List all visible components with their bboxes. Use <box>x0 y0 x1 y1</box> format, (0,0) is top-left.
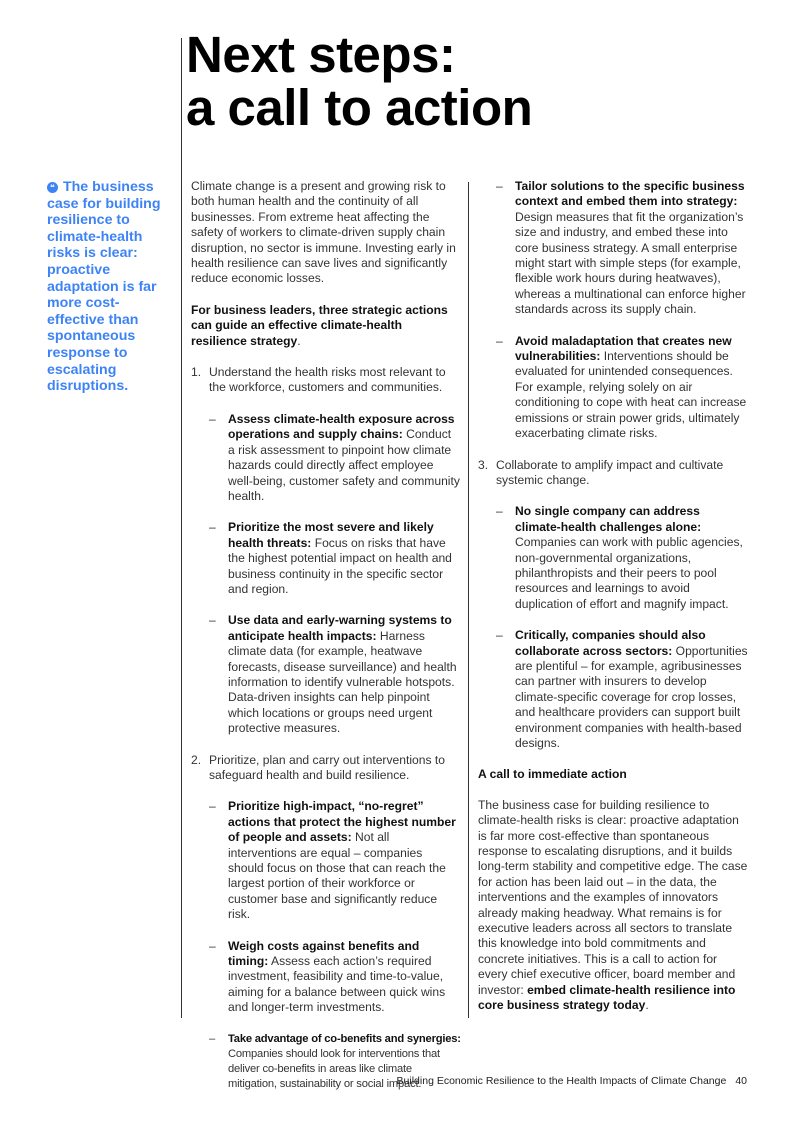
closing-paragraph <box>478 798 748 1014</box>
item-number: 3. <box>478 457 489 472</box>
dash-bullet: – <box>209 520 216 535</box>
dash-bullet: – <box>496 628 503 643</box>
intro-paragraph: Climate change is a present and growing risk to both human health and the continuity of all businesses. From extreme heat affecting the safety of workers to climate-driven supply chain disruption, no sector is immune. Investing early in health resilience can save lives and significantly reduce economic losses. <box>191 179 456 286</box>
sub-item-text: Companies should look for interventions that deliver co-benefits in areas like climate mitigation, sustainability or social impact. <box>228 1047 440 1090</box>
sub-item <box>191 520 461 597</box>
sub-item-text: Conduct a risk assessment to pinpoint how climate hazards could directly affect employee well-being, customer safety and community health. <box>228 427 460 503</box>
sub-item <box>191 939 461 1016</box>
footer-title: Building Economic Resilience to the Health Impacts of Climate Change <box>396 1075 727 1087</box>
sub-item-bold: Prioritize the most severe and likely health threats: <box>228 520 434 550</box>
lead-end: . <box>297 333 301 348</box>
lead-bold: For business leaders, three strategic actions can guide an effective climate-health resilience strategy <box>191 302 448 348</box>
sub-item-bold: Use data and early-warning systems to anticipate health impacts: <box>228 613 452 643</box>
sub-item-text: Not all interventions are equal – companies should focus on those that can reach the largest portion of their workforce or customer base and significantly reduce risk. <box>228 830 446 922</box>
column-right <box>478 179 748 1014</box>
item-text: Understand the health risks most relevant to the workforce, customers and communities. <box>209 365 446 395</box>
column-left <box>191 179 461 1108</box>
item-text: Prioritize, plan and carry out interventions to safeguard health and build resilience. <box>209 752 445 782</box>
pull-quote <box>47 179 173 395</box>
sub-item <box>191 412 461 504</box>
sub-item-bold: Critically, companies should also collaborate across sectors: <box>515 628 706 658</box>
sub-item <box>478 334 748 442</box>
dash-bullet: – <box>209 1032 216 1045</box>
sub-item-text: Focus on risks that have the highest potential impact on health and business continuity in the specific sector and region. <box>228 535 452 596</box>
action-item-1 <box>191 365 461 396</box>
dash-bullet: – <box>209 799 216 814</box>
page-footer <box>397 1075 747 1087</box>
sub-item-text: Companies can work with public agencies, non-governmental organizations, philanthropists and their peers to pool resources and learnings to avoid duplication of effort and magnify impact. <box>515 535 743 611</box>
item-number: 2. <box>191 752 202 767</box>
sub-item-bold: Take advantage of co-benefits and synergies: <box>228 1032 461 1045</box>
quote-icon: ❝ <box>47 182 58 193</box>
title-line-1: Next steps: <box>186 26 456 83</box>
dash-bullet: – <box>496 179 503 193</box>
sub-item-bold: Avoid maladaptation that creates new vulnerabilities: <box>515 333 732 364</box>
column-divider <box>468 182 469 1018</box>
closing-text: The business case for building resilience to climate-health risks is clear: proactive adaptation is far more cost-effective than spontaneous response to escalating disruptions, and it builds long-term stability and competitive edge. The case for action has been laid out – in the data, the interventions and the examples of innovators already making headway. What remains is for executive leaders across all sectors to translate this knowledge into bold commitments and concrete initiatives. This is a call to action for every chief executive officer, board member and investor: <box>478 797 748 997</box>
sub-item-bold: No single company can address climate-health challenges alone: <box>515 504 702 534</box>
pull-quote-text: The business case for building resilience to climate-health risks is clear: proactive adaptation is far more cost-effective than spontaneous response to escalating disruptions. <box>47 179 161 395</box>
sub-item-bold: Tailor solutions to the specific business context and embed them into strategy: <box>515 179 745 209</box>
action-item-3 <box>478 458 748 489</box>
sub-item <box>478 179 748 318</box>
item-text: Collaborate to amplify impact and cultivate systemic change. <box>496 457 724 487</box>
sub-item-text: Design measures that fit the organization’s size and industry, and embed these into core business strategy. A small enterprise might start with simple steps (for example, flexible work hours during heatwaves), whereas a multinational can enforce higher standards across its supply chain. <box>515 209 746 317</box>
page-title <box>186 28 532 134</box>
sub-item <box>478 628 748 751</box>
sub-item-text: Harness climate data (for example, heatwave forecasts, disease surveillance) and health information to identify vulnerable hotspots. Data-driven insights can help pinpoint which locations or groups need urgent protective measures. <box>228 628 457 736</box>
item-number: 1. <box>191 365 202 380</box>
closing-bold: embed climate-health resilience into core business strategy today <box>478 982 736 1013</box>
title-line-2: a call to action <box>186 79 533 136</box>
sub-item-bold: Weigh costs against benefits and timing: <box>228 938 420 969</box>
sub-item-text: Interventions should be evaluated for unintended consequences. For example, relying solely on air conditioning to cope with heat can increase emissions or strain power grids, ultimately exacerbating climate risks. <box>515 349 747 441</box>
dash-bullet: – <box>209 411 216 426</box>
dash-bullet: – <box>209 938 216 953</box>
sub-item-bold: Prioritize high-impact, “no-regret” actions that protect the highest number of people and assets: <box>228 799 456 845</box>
sub-item-text: Opportunities are plentiful – for example, agribusinesses can partner with insurers to develop climate-specific coverage for crop losses, and healthcare providers can support built environment companies with health-based designs. <box>515 643 748 750</box>
closing-heading: A call to immediate action <box>478 767 627 782</box>
lead-paragraph <box>191 303 461 349</box>
sub-item-text: Assess each action’s required investment, feasibility and time-to-value, aiming for a balance between quick wins and longer-term investments. <box>228 954 446 1015</box>
page-number: 40 <box>735 1075 747 1087</box>
title-divider <box>181 38 182 1018</box>
sub-item <box>191 613 461 736</box>
dash-bullet: – <box>496 504 503 519</box>
dash-bullet: – <box>496 333 503 348</box>
sub-item <box>191 799 461 922</box>
sub-item <box>478 504 748 612</box>
action-item-2 <box>191 753 461 784</box>
sub-item-bold: Assess climate-health exposure across operations and supply chains: <box>228 411 455 442</box>
closing-end: . <box>645 998 649 1013</box>
dash-bullet: – <box>209 613 216 628</box>
